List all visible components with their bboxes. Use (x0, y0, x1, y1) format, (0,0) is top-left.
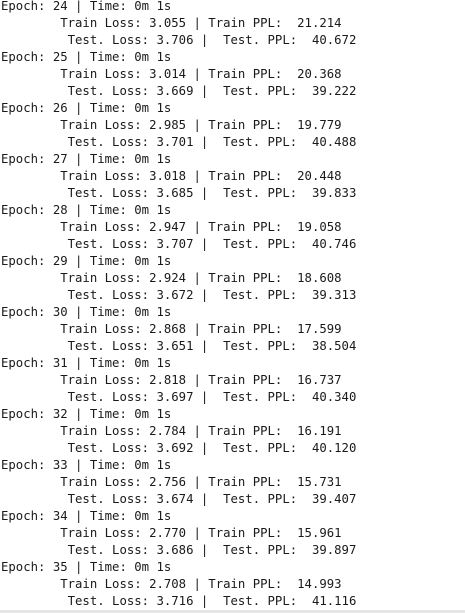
console-line: Test. Loss: 3.716 | Test. PPL: 41.116 (1, 594, 357, 608)
console-line: Train Loss: 2.924 | Train PPL: 18.608 (1, 271, 342, 285)
console-line: Train Loss: 2.784 | Train PPL: 16.191 (1, 424, 342, 438)
console-line: Test. Loss: 3.692 | Test. PPL: 40.120 (1, 441, 357, 455)
console-line: Epoch: 27 | Time: 0m 1s (1, 152, 172, 166)
console-line: Test. Loss: 3.651 | Test. PPL: 38.504 (1, 339, 357, 353)
console-line: Epoch: 28 | Time: 0m 1s (1, 203, 172, 217)
console-line: Epoch: 30 | Time: 0m 1s (1, 305, 172, 319)
console-line: Epoch: 31 | Time: 0m 1s (1, 356, 172, 370)
console-line: Train Loss: 2.770 | Train PPL: 15.961 (1, 526, 342, 540)
console-line: Train Loss: 2.818 | Train PPL: 16.737 (1, 373, 342, 387)
console-line: Train Loss: 2.708 | Train PPL: 14.993 (1, 577, 342, 591)
console-line: Epoch: 35 | Time: 0m 1s (1, 560, 172, 574)
console-line: Train Loss: 2.756 | Train PPL: 15.731 (1, 475, 342, 489)
console-line: Test. Loss: 3.669 | Test. PPL: 39.222 (1, 84, 357, 98)
console-line: Train Loss: 3.014 | Train PPL: 20.368 (1, 67, 342, 81)
console-line: Epoch: 24 | Time: 0m 1s (1, 0, 172, 13)
console-line: Train Loss: 2.947 | Train PPL: 19.058 (1, 220, 342, 234)
console-line: Test. Loss: 3.697 | Test. PPL: 40.340 (1, 390, 357, 404)
console-line: Test. Loss: 3.685 | Test. PPL: 39.833 (1, 186, 357, 200)
console-line: Epoch: 29 | Time: 0m 1s (1, 254, 172, 268)
console-line: Train Loss: 3.018 | Train PPL: 20.448 (1, 169, 342, 183)
console-line: Train Loss: 2.985 | Train PPL: 19.779 (1, 118, 342, 132)
console-line: Train Loss: 2.868 | Train PPL: 17.599 (1, 322, 342, 336)
console-line: Train Loss: 3.055 | Train PPL: 21.214 (1, 16, 342, 30)
console-line: Test. Loss: 3.672 | Test. PPL: 39.313 (1, 288, 357, 302)
console-line: Test. Loss: 3.706 | Test. PPL: 40.672 (1, 33, 357, 47)
console-line: Epoch: 34 | Time: 0m 1s (1, 509, 172, 523)
console-line: Epoch: 25 | Time: 0m 1s (1, 50, 172, 64)
console-line: Epoch: 32 | Time: 0m 1s (1, 407, 172, 421)
console-line: Test. Loss: 3.686 | Test. PPL: 39.897 (1, 543, 357, 557)
console-line: Test. Loss: 3.674 | Test. PPL: 39.407 (1, 492, 357, 506)
console-line: Test. Loss: 3.701 | Test. PPL: 40.488 (1, 135, 357, 149)
console-line: Test. Loss: 3.707 | Test. PPL: 40.746 (1, 237, 357, 251)
console-line: Epoch: 33 | Time: 0m 1s (1, 458, 172, 472)
console-line: Epoch: 26 | Time: 0m 1s (1, 101, 172, 115)
